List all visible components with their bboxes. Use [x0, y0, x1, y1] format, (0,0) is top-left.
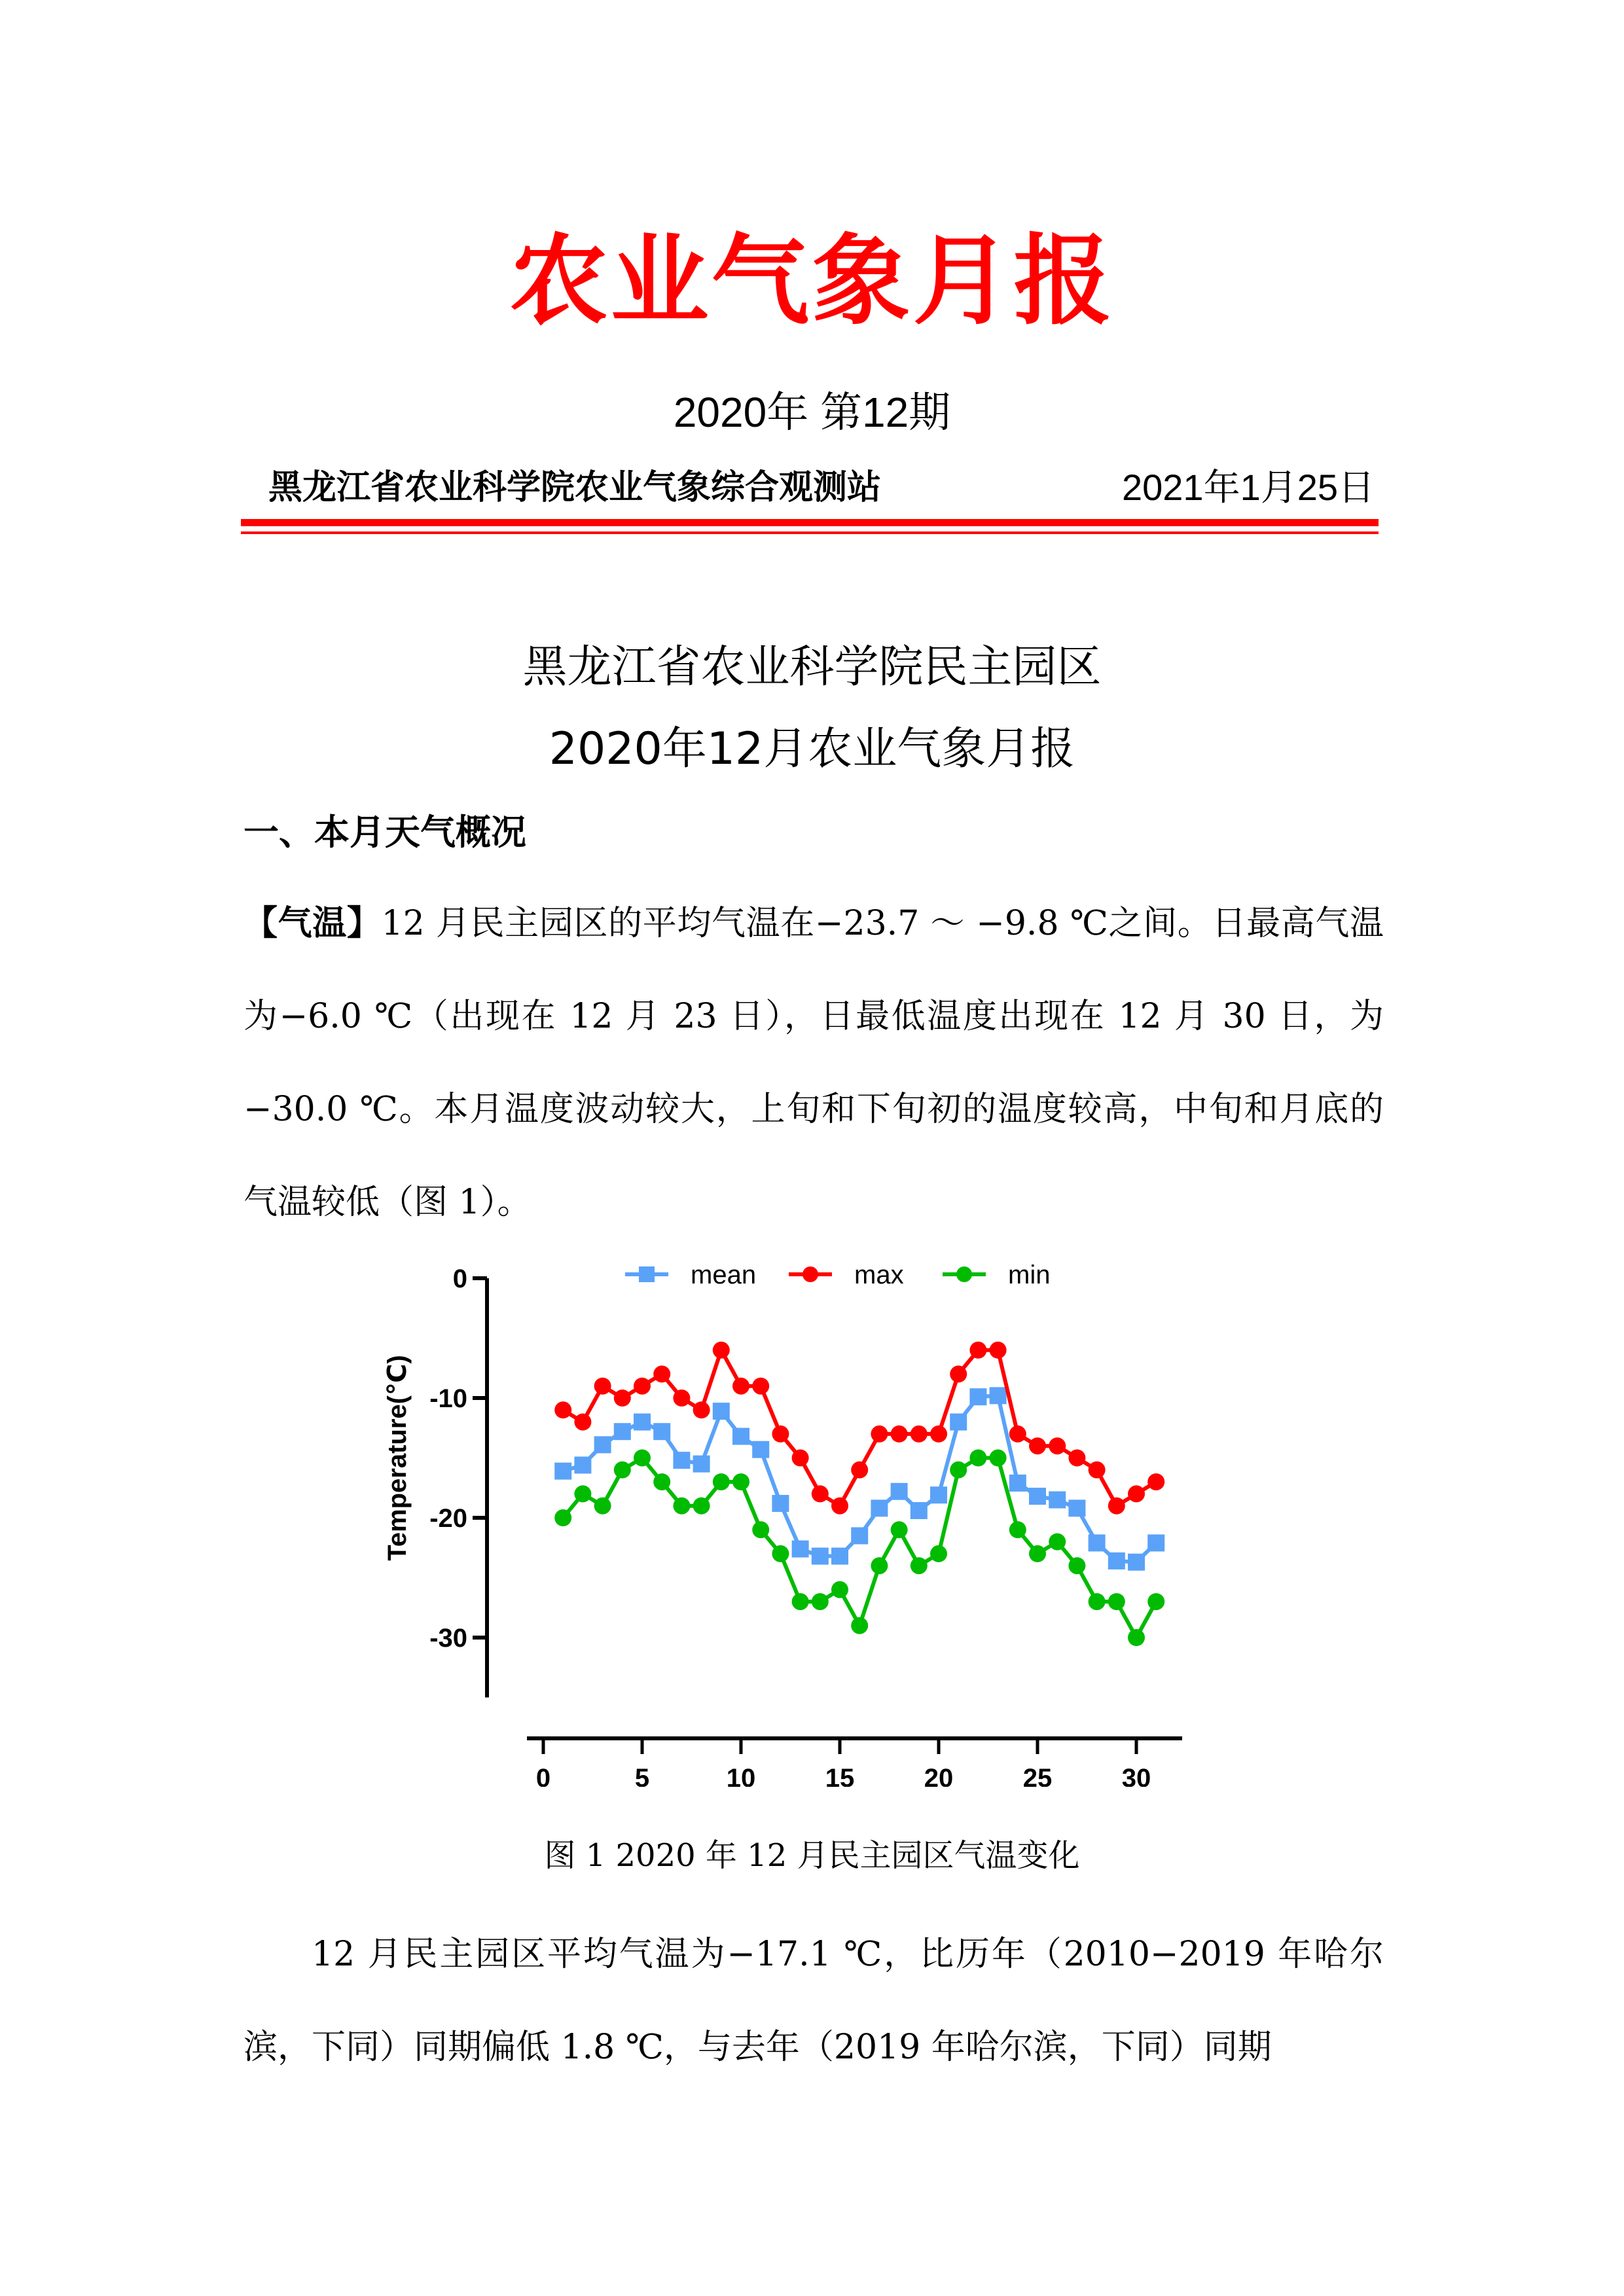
marker-max: [713, 1342, 730, 1359]
y-tick-label: -10: [429, 1384, 467, 1413]
issue-number: 2020年 第12期: [673, 389, 951, 436]
marker-min: [574, 1485, 591, 1502]
marker-max: [673, 1390, 690, 1407]
legend-marker-mean: [639, 1266, 655, 1282]
marker-min: [772, 1545, 789, 1562]
marker-mean: [653, 1423, 670, 1440]
marker-max: [594, 1378, 611, 1395]
marker-min: [693, 1498, 710, 1515]
marker-max: [1108, 1498, 1125, 1515]
figure-caption: 图 1 2020 年 12 月民主园区气温变化: [544, 1837, 1080, 1874]
marker-mean: [673, 1452, 690, 1469]
marker-max: [930, 1426, 947, 1443]
marker-max: [1009, 1426, 1026, 1443]
marker-mean: [713, 1403, 730, 1420]
marker-max: [831, 1498, 848, 1515]
marker-min: [792, 1593, 809, 1610]
publish-date: 2021年1月25日: [1121, 467, 1375, 508]
x-tick-label: 15: [825, 1764, 855, 1787]
marker-mean: [812, 1548, 829, 1565]
masthead-rule-thin: [241, 531, 1379, 534]
marker-min: [752, 1521, 769, 1538]
x-tick-label: 30: [1121, 1764, 1151, 1787]
organization-name: 黑龙江省农业科学院农业气象综合观测站: [268, 468, 882, 507]
section-heading: 一、本月天气概况: [244, 812, 526, 853]
marker-max: [554, 1401, 571, 1418]
paragraph-text: 12 月民主园区的平均气温在−23.7 ～ −9.8 ℃之间。日最高气温为−6.0 ℃（出现在 12 月 23 日），日最低温度出现在 12 月 30 日，为−30.0 ℃。本月温度波动较大，上旬和下旬初的温度较高，中旬和月底的气温较低（图 1）。: [244, 904, 1384, 1222]
marker-min: [634, 1450, 651, 1467]
marker-max: [990, 1342, 1007, 1359]
marker-min: [554, 1509, 571, 1526]
marker-mean: [574, 1456, 591, 1473]
marker-max: [1128, 1485, 1145, 1502]
marker-max: [871, 1426, 888, 1443]
marker-max: [1029, 1437, 1046, 1454]
masthead-byline: [268, 461, 1375, 514]
marker-mean: [911, 1502, 928, 1519]
marker-mean: [1029, 1488, 1046, 1505]
marker-mean: [1089, 1534, 1106, 1551]
masthead-rule-thick: [241, 519, 1379, 526]
marker-max: [634, 1378, 651, 1395]
x-tick-label: 0: [535, 1764, 551, 1787]
marker-max: [1068, 1450, 1085, 1467]
marker-max: [812, 1485, 829, 1502]
marker-min: [911, 1557, 928, 1574]
marker-min: [1049, 1534, 1066, 1551]
marker-max: [614, 1390, 631, 1407]
paragraph-lead: 【气温】: [244, 904, 382, 943]
marker-mean: [990, 1387, 1007, 1404]
marker-mean: [871, 1499, 888, 1516]
marker-mean: [1108, 1552, 1125, 1570]
marker-mean: [693, 1456, 710, 1473]
marker-min: [891, 1521, 908, 1538]
x-tick-label: 10: [726, 1764, 756, 1787]
marker-mean: [851, 1527, 868, 1544]
marker-min: [732, 1473, 749, 1490]
marker-mean: [614, 1423, 631, 1440]
marker-max: [1147, 1473, 1164, 1490]
marker-max: [792, 1450, 809, 1467]
marker-mean: [1128, 1554, 1145, 1571]
marker-mean: [594, 1436, 611, 1453]
marker-max: [969, 1342, 986, 1359]
x-tick-label: 5: [634, 1764, 650, 1787]
marker-min: [673, 1498, 690, 1515]
marker-min: [713, 1473, 730, 1490]
marker-mean: [1147, 1534, 1164, 1551]
legend-label-min: min: [1008, 1261, 1051, 1289]
marker-max: [891, 1426, 908, 1443]
marker-mean: [732, 1428, 749, 1445]
marker-min: [812, 1593, 829, 1610]
marker-mean: [792, 1541, 809, 1558]
marker-min: [990, 1450, 1007, 1467]
marker-max: [574, 1414, 591, 1431]
marker-mean: [969, 1388, 986, 1405]
marker-min: [614, 1462, 631, 1479]
marker-mean: [772, 1495, 789, 1512]
y-tick-label: -30: [429, 1624, 467, 1653]
marker-min: [950, 1462, 967, 1479]
marker-min: [1009, 1521, 1026, 1538]
temperature-chart: [367, 1230, 1218, 1787]
marker-mean: [950, 1414, 967, 1431]
marker-mean: [1049, 1492, 1066, 1509]
document-title-line2: 2020年12月农业气象月报: [549, 723, 1075, 775]
summary-paragraph: 12 月民主园区平均气温为−17.1 ℃，比历年（2010−2019 年哈尔滨，下同）同期偏低 1.8 ℃，与去年（2019 年哈尔滨，下同）同期: [244, 1935, 1384, 2067]
marker-mean: [752, 1441, 769, 1458]
y-axis-title: Temperature(℃): [383, 1355, 412, 1561]
marker-max: [752, 1378, 769, 1395]
marker-min: [969, 1450, 986, 1467]
marker-min: [1128, 1629, 1145, 1646]
marker-max: [911, 1426, 928, 1443]
marker-min: [1089, 1593, 1106, 1610]
y-tick-label: -20: [429, 1504, 467, 1533]
marker-mean: [554, 1463, 571, 1480]
marker-min: [930, 1545, 947, 1562]
x-tick-label: 25: [1022, 1764, 1053, 1787]
marker-mean: [1009, 1475, 1026, 1492]
marker-min: [1147, 1593, 1164, 1610]
marker-min: [831, 1581, 848, 1598]
marker-max: [950, 1365, 967, 1382]
marker-max: [772, 1426, 789, 1443]
y-tick-label: 0: [452, 1265, 467, 1293]
marker-min: [1029, 1545, 1046, 1562]
marker-max: [1089, 1462, 1106, 1479]
legend-label-max: max: [854, 1261, 904, 1289]
x-tick-label: 20: [924, 1764, 954, 1787]
marker-max: [732, 1378, 749, 1395]
marker-max: [653, 1365, 670, 1382]
marker-min: [851, 1617, 868, 1634]
marker-mean: [634, 1414, 651, 1431]
marker-min: [871, 1557, 888, 1574]
legend-marker-max: [803, 1266, 818, 1282]
legend-marker-min: [956, 1266, 972, 1282]
masthead-title: 农业气象月报: [509, 224, 1115, 338]
marker-min: [653, 1473, 670, 1490]
marker-min: [1108, 1593, 1125, 1610]
legend-label-mean: mean: [691, 1261, 757, 1289]
marker-mean: [1068, 1499, 1085, 1516]
marker-max: [851, 1462, 868, 1479]
marker-max: [693, 1401, 710, 1418]
temperature-paragraph: [244, 877, 1384, 1249]
marker-mean: [891, 1483, 908, 1500]
marker-mean: [930, 1486, 947, 1503]
marker-max: [1049, 1437, 1066, 1454]
marker-min: [1068, 1557, 1085, 1574]
series-line-min: [563, 1458, 1156, 1638]
document-title-line1: 黑龙江省农业科学院民主园区: [522, 641, 1102, 693]
marker-mean: [831, 1548, 848, 1565]
marker-min: [594, 1498, 611, 1515]
